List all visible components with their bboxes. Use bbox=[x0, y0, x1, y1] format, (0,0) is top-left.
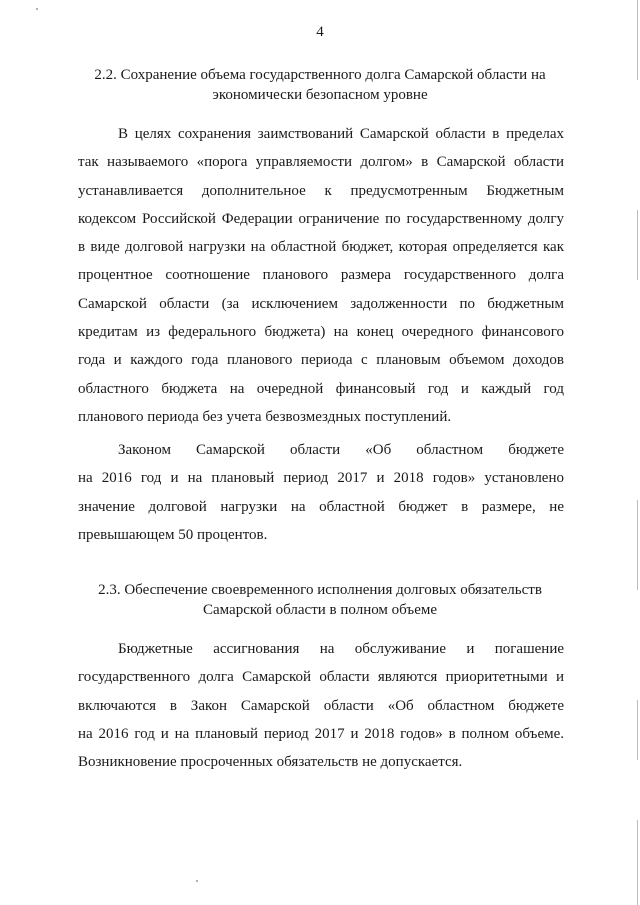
section-2-3-heading bbox=[0, 580, 640, 620]
scan-edge-line bbox=[637, 0, 638, 80]
paragraph-line: Самарской области (за исключением задолженности по бюджетным bbox=[78, 295, 564, 312]
paragraph-line: областного бюджета на очередной финансовый год и каждый год bbox=[78, 380, 564, 397]
scan-edge-line bbox=[637, 820, 638, 905]
scan-speck bbox=[196, 880, 198, 882]
section-2-2-paragraph-2 bbox=[78, 436, 564, 549]
paragraph-line: Возникновение просроченных обязательств не допускается. bbox=[78, 754, 463, 771]
scan-edge-line bbox=[637, 210, 638, 280]
section-2-2-paragraph-1 bbox=[78, 120, 564, 431]
scan-speck bbox=[36, 8, 38, 10]
paragraph-line: государственного долга Самарской области являются приоритетными и bbox=[78, 669, 564, 686]
paragraph-line: в виде долговой нагрузки на областной бюджет, которая определяется как bbox=[78, 239, 564, 256]
section-2-2-heading bbox=[0, 65, 640, 105]
paragraph-line: кодексом Российской Федерации ограничение по государственному долгу bbox=[78, 210, 564, 227]
paragraph-line: на 2016 год и на плановый период 2017 и 2018 годов» в полном объеме. bbox=[78, 725, 564, 742]
paragraph-line: процентное соотношение планового размера государственного долга bbox=[78, 267, 564, 284]
section-2-3-paragraph-1 bbox=[78, 635, 564, 776]
heading-line: экономически безопасном уровне bbox=[212, 87, 428, 103]
paragraph-line: устанавливается дополнительное к предусмотренным Бюджетным bbox=[78, 182, 564, 199]
paragraph-line: так называемого «порога управляемости долгом» в Самарской области bbox=[78, 154, 564, 171]
paragraph-line: Законом Самарской области «Об областном бюджете bbox=[118, 442, 564, 458]
paragraph-line: кредитам из федерального бюджета) на конец очередного финансового bbox=[78, 324, 564, 341]
scan-edge-line bbox=[637, 700, 638, 760]
paragraph-line: значение долговой нагрузки на областной бюджет в размере, не bbox=[78, 498, 564, 515]
paragraph-line: на 2016 год и на плановый период 2017 и 2018 годов» установлено bbox=[78, 470, 564, 487]
heading-line: 2.3. Обеспечение своевременного исполнения долговых обязательств bbox=[98, 582, 542, 598]
heading-line: 2.2. Сохранение объема государственного долга Самарской области на bbox=[94, 67, 546, 83]
paragraph-line: превышающем 50 процентов. bbox=[78, 526, 268, 543]
page-number: 4 bbox=[316, 24, 324, 40]
heading-line: Самарской области в полном объеме bbox=[202, 602, 438, 618]
paragraph-line: года и каждого года планового периода с плановым объемом доходов bbox=[78, 352, 564, 369]
paragraph-line: Бюджетные ассигнования на обслуживание и погашение bbox=[118, 641, 564, 657]
paragraph-line: включаются в Закон Самарской области «Об областном бюджете bbox=[78, 697, 564, 714]
paragraph-line: В целях сохранения заимствований Самарской области в пределах bbox=[118, 126, 564, 142]
scan-edge-line bbox=[637, 500, 638, 590]
paragraph-line: планового периода без учета безвозмездных поступлений. bbox=[78, 408, 452, 425]
